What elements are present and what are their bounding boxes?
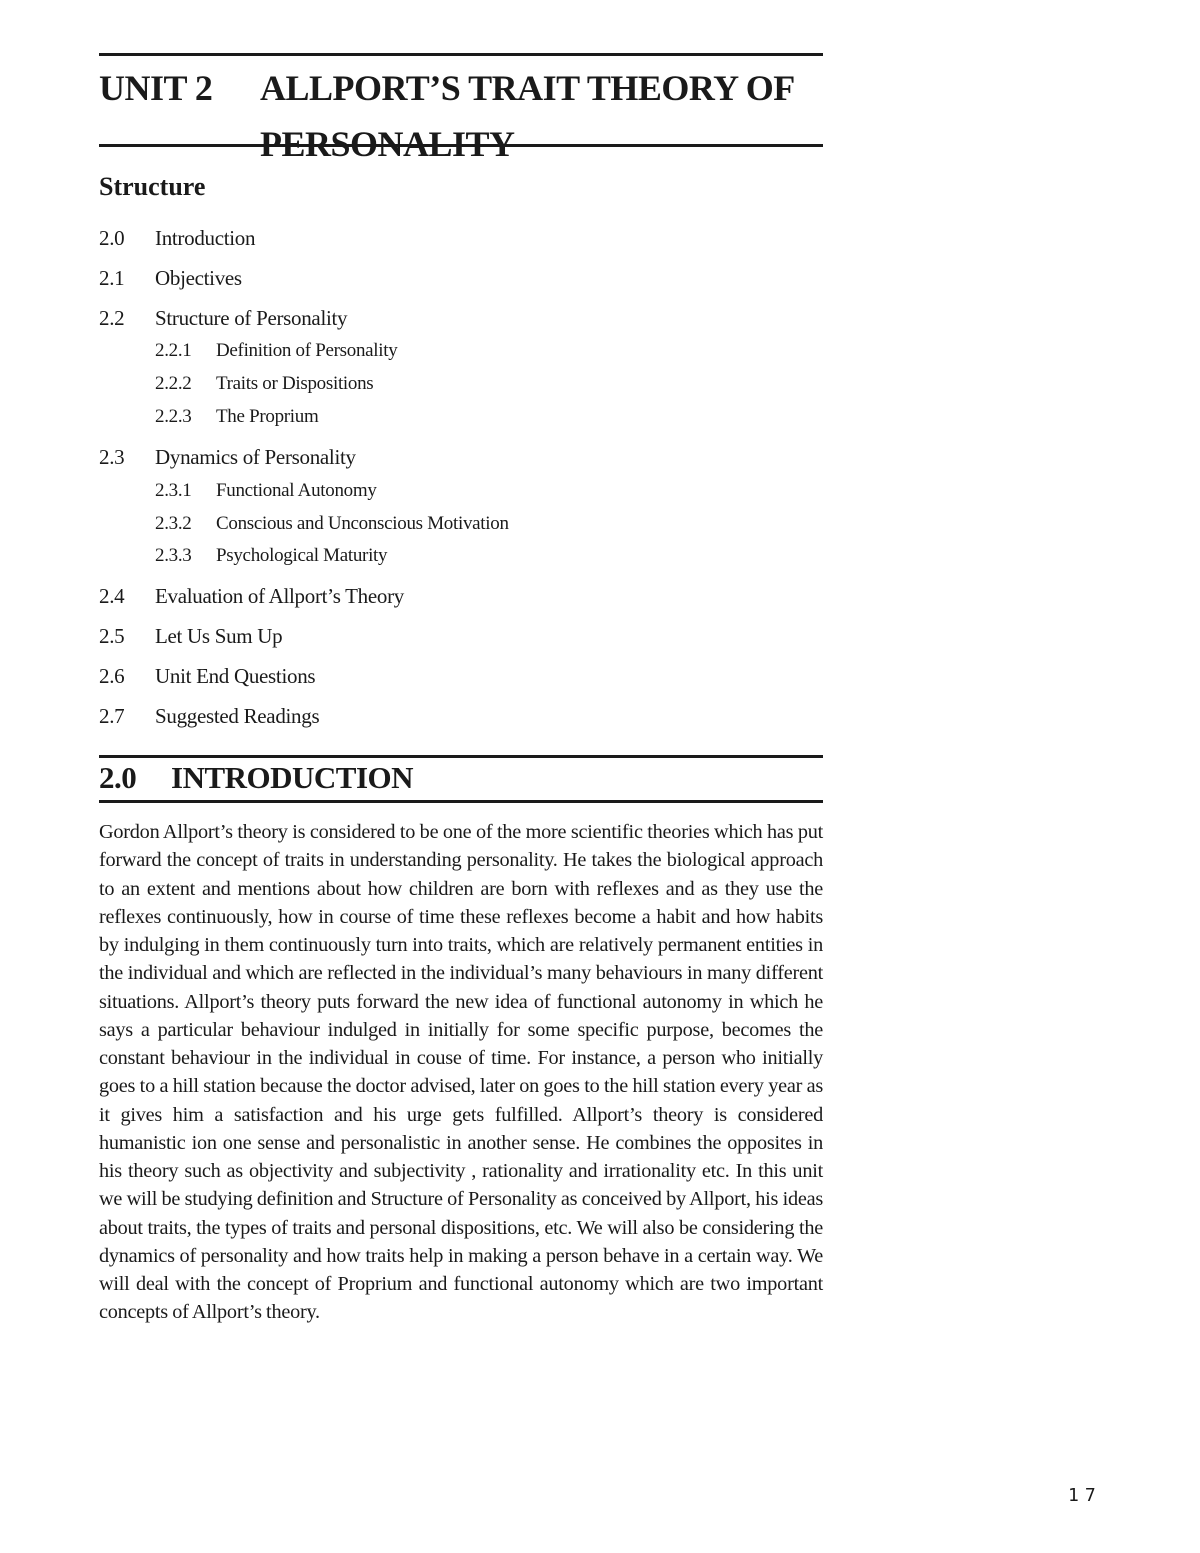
toc-item-number: 2.3.3 [155, 545, 192, 566]
toc-item-number: 2.3 [99, 445, 125, 469]
toc-item-number: 2.6 [99, 664, 125, 688]
toc-item-label: Structure of Personality [155, 306, 348, 330]
toc-item-label: Psychological Maturity [216, 545, 388, 566]
toc-item-label: The Proprium [216, 406, 319, 427]
toc-item-number: 2.0 [99, 226, 125, 250]
structure-heading: Structure [99, 172, 206, 201]
unit-title: ALLPORT’S TRAIT THEORY OF PERSONALITY [260, 68, 794, 164]
toc-item-label: Evaluation of Allport’s Theory [155, 584, 404, 608]
section-number: 2.0 [99, 760, 137, 795]
toc-item-number: 2.2.1 [155, 340, 192, 361]
section-bottom-rule [99, 800, 823, 803]
page-number: 17 [1068, 1485, 1102, 1506]
toc-item-label: Definition of Personality [216, 340, 398, 361]
introduction-paragraph: Gordon Allport’s theory is considered to be one of the more scientific theories which has put forward the concept of traits in understanding personality. He takes the biological approach to an extent and mentions about how children are born with reflexes and as they use the reflexes continuously, how in course of time these reflexes become a habit and how habits by indulging in them continuously turn into traits, which are relatively permanent entities in the individual and which are reflected in the individual’s many behaviours in many different situations. Allport’s theory puts forward the new idea of functional autonomy in which he says a particular behaviour indulged in initially for some specific purpose, becomes the constant behaviour in the individual in couse of time. For instance, a person who initially goes to a hill station because the doctor advised, later on goes to the hill station every year as it gives him a satisfaction and his urge gets fulfilled. Allport’s theory is considered humanistic ion one sense and personalistic in another sense. He combines the opposites in his theory such as objectivity and subjectivity , rationality and irrationality etc. In this unit we will be studying definition and Structure of Personality as conceived by Allport, his ideas about traits, the types of traits and personal dispositions, etc. We will also be considering the dynamics of personality and how traits help in making a person behave in a certain way. We will deal with the concept of Proprium and functional autonomy which are two important concepts of Allport’s theory. [99, 821, 823, 1324]
unit-number: UNIT 2 [99, 68, 213, 108]
toc-item-label: Introduction [155, 226, 256, 250]
toc-item-label: Objectives [155, 266, 242, 290]
section-top-rule [99, 755, 823, 758]
toc-item-label: Dynamics of Personality [155, 445, 356, 469]
toc-item-number: 2.5 [99, 624, 125, 648]
top-rule [99, 53, 823, 56]
title-bottom-rule [99, 144, 823, 147]
toc-item-number: 2.3.1 [155, 480, 192, 501]
toc-item-number: 2.4 [99, 584, 125, 608]
toc-item-number: 2.2.3 [155, 406, 192, 427]
toc-item-number: 2.2.2 [155, 373, 192, 394]
toc-item-label: Unit End Questions [155, 664, 316, 688]
toc-item-label: Suggested Readings [155, 704, 320, 728]
toc-item-label: Let Us Sum Up [155, 624, 283, 648]
toc-item-number: 2.2 [99, 306, 125, 330]
toc-item-number: 2.1 [99, 266, 125, 290]
toc-item-label: Conscious and Unconscious Motivation [216, 513, 509, 534]
toc-item-label: Functional Autonomy [216, 480, 377, 501]
toc-item-label: Traits or Dispositions [216, 373, 374, 394]
toc-item-number: 2.3.2 [155, 513, 192, 534]
toc-item-number: 2.7 [99, 704, 125, 728]
section-title: INTRODUCTION [171, 760, 414, 795]
